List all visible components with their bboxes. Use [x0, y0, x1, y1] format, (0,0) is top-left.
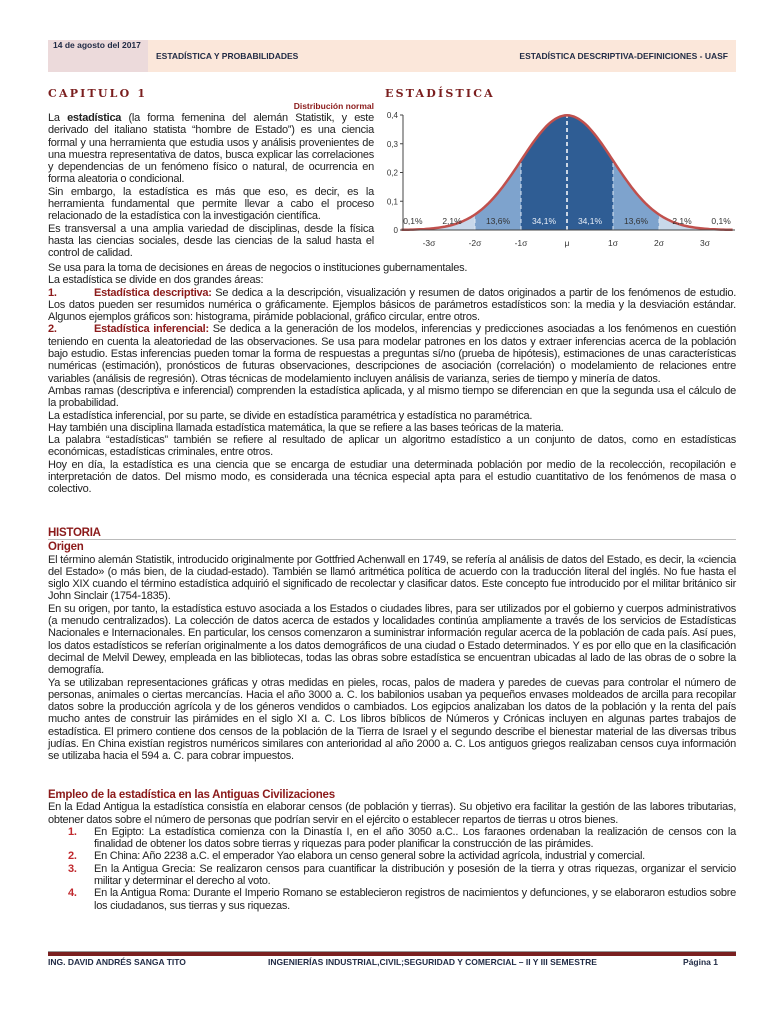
intro-paragraph: [48, 112, 374, 186]
band-percentage-label: 0,1%: [711, 216, 731, 226]
paragraph: En la Edad Antigua la estadística consistía en elaborar censos (de población y tierras). Su objetivo era facilitar la gestión de las labores tributarias, obtener datos sobre el número de personas que podrían servir en el ejército o establecer repartos de tierras u otros bienes.: [48, 801, 736, 826]
list-text: En la Antigua Grecia: Se realizaron censos para cuantificar la distribución y posesión de la tierra y otras riquezas, organizar el servicio militar y determinar el derecho al voto.: [94, 862, 736, 888]
footer-divider: [48, 951, 736, 956]
list-item: [68, 887, 736, 912]
civilizaciones-heading: Empleo de la estadística en las Antiguas Civilizaciones: [48, 789, 335, 801]
text: La: [48, 112, 68, 124]
x-tick-label: -3σ: [422, 238, 436, 248]
y-tick-label: 0: [393, 226, 398, 235]
header-date: 14 de agosto del 2017: [48, 40, 148, 72]
list-item: [48, 323, 736, 384]
list-item: [48, 287, 736, 324]
footer-author: ING. DAVID ANDRÉS SANGA TITO: [48, 957, 186, 967]
list-number: 1.: [48, 286, 57, 299]
list-text: En Egipto: La estadística comienza con la Dinastía I, en el año 3050 a.C.. Los faraones ordenaban la realización de censos con la finalidad de obtener los datos sobre tierras y riquezas para poder planificar la construcción de las pirámides.: [94, 825, 736, 851]
paragraph: Ambas ramas (descriptiva e inferencial) comprenden la estadística aplicada, y al mismo tiempo se diferencian en que la segunda usa el cálculo de la probabilidad.: [48, 384, 736, 410]
x-tick-label: -1σ: [514, 238, 528, 248]
distribution-band: [521, 115, 567, 230]
x-tick-label: 2σ: [654, 238, 664, 248]
text: (la forma femenina del alemán Statistik, y este derivado del italiano statista “hombre de Estado”) es una ciencia formal y una herramienta que estudia usos y análisis provenientes de una muestra representativa de datos, busca explicar las correlaciones y dependencias de un fenómeno físico o natural, de ocurrencia en forma aleatoria o condicional.: [48, 112, 374, 186]
y-tick-label: 0,1: [386, 197, 398, 207]
list-number: 2.: [68, 850, 77, 863]
origen-heading: Origen: [48, 539, 736, 553]
header-topic: ESTADÍSTICA DESCRIPTIVA-DEFINICIONES - UASF: [519, 51, 728, 61]
x-tick-label: 3σ: [700, 238, 710, 248]
intro-text: [48, 112, 374, 260]
y-tick-label: 0,3: [386, 139, 398, 149]
paragraph: La palabra “estadísticas” también se refiere al resultado de aplicar un algoritmo estadístico a un conjunto de datos, como en estadísticas económicas, estadísticas criminales, entre otros.: [48, 434, 736, 459]
list-text: En la Antigua Roma: Durante el Imperio Romano se establecieron registros de nacimientos y defunciones, y se elaboraron estudios sobre los ciudadanos, sus tierras y sus riquezas.: [94, 887, 736, 912]
list-number: 3.: [68, 862, 77, 875]
list-title: Estadística descriptiva:: [94, 286, 212, 299]
paragraph: La estadística inferencial, por su parte, se divide en estadística paramétrica y estadística no paramétrica.: [48, 409, 533, 422]
civilizaciones-section: [48, 789, 736, 912]
list-item: [68, 850, 736, 862]
band-percentage-label: 34,1%: [577, 216, 603, 226]
band-percentage-label: 0,1%: [403, 216, 423, 226]
list-text: Se dedica a la descripción, visualización y resumen de datos originados a partir de los fenómenos de estudio. Los datos pueden ser resumidos numérica o gráficamente. Ejemplos básicos de parámetros estadísticos son: la media y la desviación estándar. Algunos ejemplos gráficos son: histograma, pirámide poblacional, gráfico circular, entre otros.: [48, 286, 736, 324]
list-item: [68, 826, 736, 851]
historia-section: [48, 527, 736, 763]
paragraph: Se usa para la toma de decisiones en áreas de negocios o instituciones gubernamentales.: [48, 262, 468, 274]
paragraph: La estadística se divide en dos grandes áreas:: [48, 274, 264, 287]
distribution-band: [567, 115, 613, 230]
paragraph: Ya se utilizaban representaciones gráficas y otras medidas en pieles, rocas, palos de madera y paredes de cuevas para controlar el número de personas, animales o ciertas mercancías. Hacia el año 3000 a. C. los babilonios usaban ya pequeños envases moldeados de arcilla para recopilar datos sobre la producción agrícola y de los géneros vendidos o cambiados. Los egipcios analizaban los datos de la población y la renta del país mucho antes de construir las pirámides en el siglo XI a. C. Los libros bíblicos de Números y Crónicas incluyen en algunas partes trabajos de estadística. El primero contiene dos censos de la población de la Tierra de Israel y el segundo describe el bienestar material de las diversas tribus judías. En China existían registros numéricos similares con anterioridad al año 2000 a. C. Los antiguos griegos realizaban censos cuya información se utilizaba hacia el 594 a. C. para cobrar impuestos.: [48, 676, 736, 763]
list-title: Estadística inferencial:: [94, 323, 209, 336]
y-tick-label: 0,4: [386, 111, 398, 120]
band-percentage-label: 2,1%: [442, 216, 462, 226]
band-percentage-label: 13,6%: [485, 216, 511, 226]
band-percentage-label: 34,1%: [531, 216, 557, 226]
historia-heading: HISTORIA: [48, 527, 101, 539]
header-course: ESTADÍSTICA Y PROBABILIDADES: [156, 51, 299, 61]
x-tick-label: 1σ: [608, 238, 618, 248]
paragraph: Hay también una disciplina llamada estadística matemática, la que se refiere a las bases teóricas de la materia.: [48, 421, 564, 434]
list-item: [68, 863, 736, 888]
normal-distribution-chart: [385, 104, 737, 254]
intro-paragraph: Es transversal a una amplia variedad de disciplinas, desde la física hasta las ciencias sociales, desde las ciencias de la salud hasta el control de calidad.: [48, 222, 374, 260]
list-number: 2.: [48, 323, 57, 336]
band-percentage-label: 2,1%: [672, 216, 692, 226]
footer-program: INGENIERÍAS INDUSTRIAL,CIVIL;SEGURIDAD Y COMERCIAL – II Y III SEMESTRE: [268, 957, 597, 967]
footer-page-number: Página 1: [683, 957, 718, 967]
term-bold: estadística: [67, 112, 122, 124]
list-number: 4.: [68, 887, 77, 900]
body-text: [48, 262, 736, 496]
paragraph: El término alemán Statistik, introducido originalmente por Gottfried Achenwall en 1749, se refería al análisis de datos del Estado, es decir, la «ciencia del Estado» (o más bien, de la ciudad-estado). También se llamó aritmética política de acuerdo con la traducción literal del inglés. No fue hasta el siglo XIX cuando el término estadística adquirió el significado de recolectar y clasificar datos. Este concepto fue introducido por el militar británico sir John Sinclair (1754-1835).: [48, 553, 736, 603]
paragraph: Hoy en día, la estadística es una ciencia que se encarga de estudiar una determinada población por medio de la recolección, recopilación e interpretación de datos. Del mismo modo, es considerada una técnica especial apta para el estudio cuantitativo de los fenómenos de masa o colectivo.: [48, 458, 736, 496]
paragraph: En su origen, por tanto, la estadística estuvo asociada a los Estados o ciudades libres, para ser utilizados por el gobierno y cuerpos administrativos (a menudo centralizados). La colección de datos acerca de estados y localidades continúa ampliamente a través de los servicios de Estadísticas Nacionales e Internacionales. En particular, los censos comenzaron a suministrar información regular acerca de la población de cada país. Así pues, los datos estadísticos se referían originalmente a los datos demográficos de una ciudad o Estado determinados. Y es por ello que en la clasificación decimal de Melvil Dewey, empleada en las bibliotecas, todas las obras sobre estadística se encuentran ubicadas al lado de las obras de o sobre la demografía.: [48, 602, 736, 677]
list-text: Se dedica a la generación de los modelos, inferencias y predicciones asociadas a los fenómenos en cuestión teniendo en cuenta la aleatoriedad de las observaciones. Se usa para modelar patrones en los datos y extraer inferencias acerca de la población bajo estudio. Estas inferencias pueden tomar la forma de respuestas a preguntas sí/no (prueba de hipótesis), estimaciones de unas características numéricas (estimación), pronósticos de futuras observaciones, descripciones de asociación (correlación) o modelamiento de relaciones entre variables (análisis de regresión). Otras técnicas de modelamiento incluyen análisis de varianza, series de tiempo y minería de datos.: [48, 323, 736, 385]
chapter-title: CAPITULO 1: [48, 87, 148, 100]
x-tick-label: -2σ: [468, 238, 482, 248]
list-number: 1.: [68, 825, 77, 838]
x-tick-label: μ: [564, 238, 570, 248]
figure-caption: Distribución normal: [293, 101, 374, 111]
intro-paragraph: Sin embargo, la estadística es más que eso, es decir, es la herramienta fundamental que permite llevar a cabo el proceso relacionado de la estadística con la investigación científica.: [48, 185, 374, 223]
section-title: ESTADÍSTICA: [385, 87, 495, 100]
civilizaciones-list: [68, 826, 736, 912]
page-header: [48, 40, 736, 72]
y-tick-label: 0,2: [386, 168, 398, 178]
band-percentage-label: 13,6%: [623, 216, 649, 226]
list-text: En China: Año 2238 a.C. el emperador Yao elabora un censo general sobre la actividad agrícola, industrial y comercial.: [94, 850, 645, 863]
